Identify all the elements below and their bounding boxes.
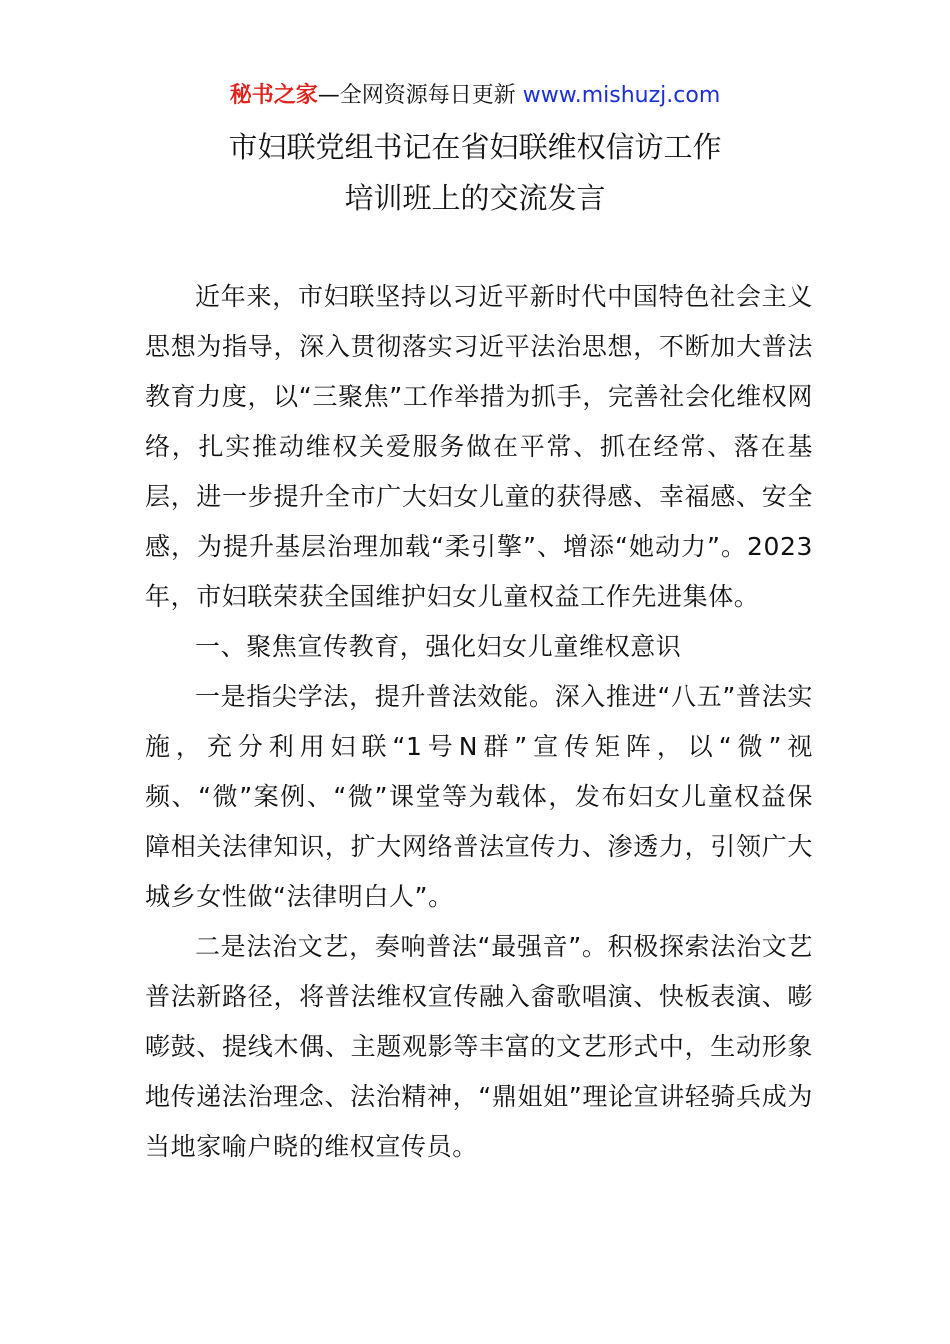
paragraph-point-1: 一是指尖学法，提升普法效能。深入推进“八五”普法实施，充分利用妇联“1号N群”宣传矩阵，以“微”视频、“微”案例、“微”课堂等为载体，发布妇女儿童权益保障相关法律知识，扩大网络普法宣传力、渗透力，引领广大城乡女性做“法律明白人”。 [145, 682, 813, 911]
site-tagline: —全网资源每日更新 [317, 83, 516, 108]
site-brand: 秘书之家 [229, 83, 318, 108]
site-url-link[interactable]: www.mishuzj.com [522, 83, 721, 108]
site-header [0, 80, 950, 112]
document-body [145, 272, 813, 1172]
paragraph-intro: 近年来，市妇联坚持以习近平新时代中国特色社会主义思想为指导，深入贯彻落实习近平法治思想，不断加大普法教育力度，以“三聚焦”工作举措为抓手，完善社会化维权网络，扎实推动维权关爱服务做在平常、抓在经常、落在基层，进一步提升全市广大妇女儿童的获得感、幸福感、安全感，为提升基层治理加载“柔引擎”、增添“她动力”。2023年，市妇联荣获全国维护妇女儿童权益工作先进集体。 [145, 282, 813, 611]
section-heading-1: 一、聚焦宣传教育，强化妇女儿童维权意识 [195, 632, 682, 661]
document-title-line-1: 市妇联党组书记在省妇联维权信访工作 [228, 130, 722, 164]
paragraph-point-2: 二是法治文艺，奏响普法“最强音”。积极探索法治文艺普法新路径，将普法维权宣传融入畲歌唱演、快板表演、嘭嘭鼓、提线木偶、主题观影等丰富的文艺形式中，生动形象地传递法治理念、法治精神，“鼎姐姐”理论宣讲轻骑兵成为当地家喻户晓的维权宣传员。 [145, 932, 813, 1161]
document-title-line-2: 培训班上的交流发言 [344, 181, 606, 215]
